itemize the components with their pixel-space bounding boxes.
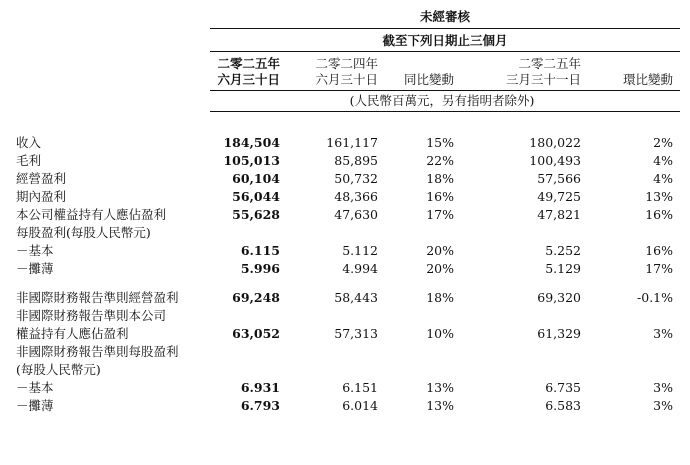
value-2025-q1: 49,725 — [537, 189, 581, 204]
unaudited-heading: 未經審核 — [419, 9, 470, 24]
value-2024-q2: 5.112 — [342, 243, 378, 258]
row-label: －基本 — [16, 380, 54, 395]
qoq-change: 16% — [645, 243, 673, 258]
row-label: －基本 — [16, 243, 54, 258]
col2-header-date: 六月三十日 — [315, 72, 378, 87]
qoq-change: 3% — [653, 398, 673, 413]
value-2025-q2: 56,044 — [232, 189, 280, 204]
qoq-change: 17% — [645, 261, 673, 276]
value-2024-q2: 47,630 — [334, 207, 378, 222]
row-label: 經營盈利 — [16, 171, 67, 186]
header-rule-top — [210, 28, 680, 29]
qoq-change: 4% — [653, 153, 673, 168]
yoy-change: 18% — [426, 290, 454, 305]
value-2025-q1: 6.735 — [545, 380, 581, 395]
col3-header: 同比變動 — [403, 72, 454, 87]
unit-note: (人民幣百萬元，另有指明者除外) — [349, 93, 535, 108]
col2-header-year: 二零二四年 — [315, 56, 378, 71]
value-2024-q2: 57,313 — [334, 326, 378, 341]
row-label: 非國際財務報告準則經營盈利 — [16, 290, 179, 305]
col4-header-date: 三月三十一日 — [505, 72, 581, 87]
value-2024-q2: 58,443 — [334, 290, 378, 305]
qoq-change: 4% — [653, 171, 673, 186]
value-2025-q2: 105,013 — [223, 153, 280, 168]
value-2025-q2: 63,052 — [232, 326, 280, 341]
value-2025-q2: 69,248 — [232, 290, 280, 305]
row-label: 收入 — [16, 135, 42, 150]
qoq-change: 16% — [645, 207, 673, 222]
col1-header-year: 二零二五年 — [217, 56, 280, 71]
value-2024-q2: 50,732 — [334, 171, 378, 186]
row-label: 非國際財務報告準則每股盈利 — [16, 344, 179, 359]
row-label: (每股人民幣元) — [16, 362, 101, 377]
yoy-change: 17% — [426, 207, 454, 222]
qoq-change: 3% — [653, 326, 673, 341]
value-2025-q1: 5.252 — [545, 243, 581, 258]
header-rule-bottom — [210, 90, 680, 91]
value-2024-q2: 85,895 — [334, 153, 378, 168]
value-2024-q2: 6.151 — [342, 380, 378, 395]
qoq-change: 2% — [653, 135, 673, 150]
qoq-change: 3% — [653, 380, 673, 395]
yoy-change: 13% — [426, 398, 454, 413]
period-heading: 截至下列日期止三個月 — [382, 33, 508, 48]
value-2024-q2: 6.014 — [342, 398, 378, 413]
value-2025-q2: 184,504 — [223, 135, 280, 150]
qoq-change: -0.1% — [637, 290, 673, 305]
value-2025-q1: 47,821 — [537, 207, 581, 222]
yoy-change: 20% — [426, 243, 454, 258]
value-2025-q2: 55,628 — [232, 207, 280, 222]
row-label: 非國際財務報告準則本公司 — [16, 308, 167, 323]
value-2025-q1: 69,320 — [537, 290, 581, 305]
value-2025-q1: 61,329 — [537, 326, 581, 341]
value-2025-q2: 60,104 — [232, 171, 280, 186]
header-rule-mid — [210, 51, 680, 52]
value-2025-q1: 5.129 — [545, 261, 581, 276]
yoy-change: 18% — [426, 171, 454, 186]
header-rule-final — [210, 111, 680, 112]
value-2025-q2: 6.931 — [240, 380, 280, 395]
row-label: 每股盈利(每股人民幣元) — [16, 225, 151, 240]
yoy-change: 22% — [426, 153, 454, 168]
row-label: －攤薄 — [16, 261, 54, 276]
value-2025-q2: 6.793 — [240, 398, 280, 413]
row-label: 本公司權益持有人應佔盈利 — [16, 207, 167, 222]
yoy-change: 20% — [426, 261, 454, 276]
qoq-change: 13% — [645, 189, 673, 204]
value-2025-q2: 5.996 — [240, 261, 280, 276]
value-2025-q1: 180,022 — [529, 135, 581, 150]
col5-header: 環比變動 — [622, 72, 673, 87]
yoy-change: 10% — [426, 326, 454, 341]
value-2025-q1: 6.583 — [545, 398, 581, 413]
value-2025-q2: 6.115 — [240, 243, 280, 258]
row-label: 毛利 — [16, 153, 42, 168]
col1-header-date: 六月三十日 — [217, 72, 280, 87]
value-2025-q1: 57,566 — [537, 171, 581, 186]
row-label: －攤薄 — [16, 398, 54, 413]
value-2025-q1: 100,493 — [529, 153, 581, 168]
row-label: 權益持有人應佔盈利 — [16, 326, 129, 341]
yoy-change: 13% — [426, 380, 454, 395]
row-label: 期內盈利 — [16, 189, 67, 204]
yoy-change: 16% — [426, 189, 454, 204]
col4-header-year: 二零二五年 — [518, 56, 581, 71]
yoy-change: 15% — [426, 135, 454, 150]
value-2024-q2: 48,366 — [334, 189, 378, 204]
value-2024-q2: 4.994 — [342, 261, 378, 276]
value-2024-q2: 161,117 — [326, 135, 378, 150]
